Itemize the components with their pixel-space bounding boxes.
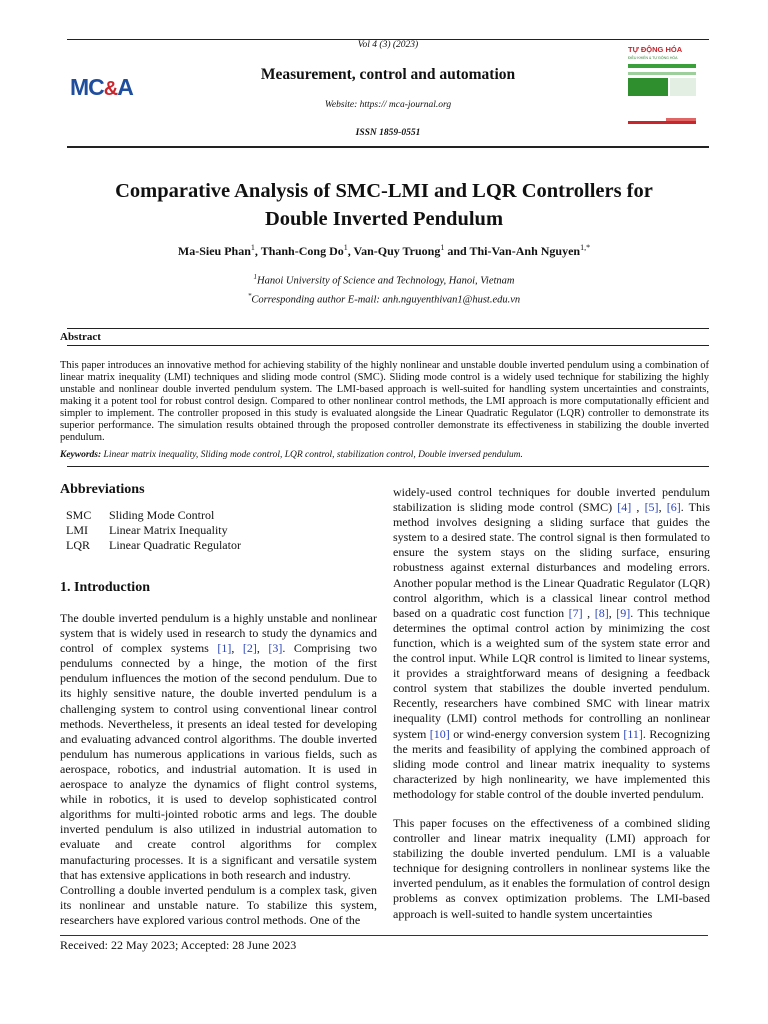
cover-subtitle: ĐIỀU KHIỂN & TỰ ĐỘNG HÓA bbox=[628, 56, 678, 60]
introduction-heading: 1. Introduction bbox=[60, 580, 150, 595]
intro-paragraph-2: Controlling a double inverted pendulum is a complex task, given its nonlinear and unstable nature. To stabilize this system, researchers have explored various control methods. One of the bbox=[60, 882, 377, 927]
citation-link[interactable]: [9] bbox=[616, 605, 631, 620]
abstract-top-rule bbox=[67, 328, 709, 329]
citation-link[interactable]: [1] bbox=[217, 641, 232, 656]
abbreviation-row: LMI Linear Matrix Inequality bbox=[66, 523, 228, 537]
citation-link[interactable]: [5] bbox=[644, 500, 659, 515]
abbreviation-row: SMC Sliding Mode Control bbox=[66, 508, 215, 522]
citation-link[interactable]: [10] bbox=[429, 726, 450, 741]
citation-link[interactable]: [6] bbox=[666, 500, 681, 515]
keywords-rule bbox=[67, 466, 709, 467]
header-bottom-rule bbox=[67, 146, 709, 148]
footer-rule bbox=[60, 935, 708, 936]
abbreviations-heading: Abbreviations bbox=[60, 482, 145, 497]
abstract-heading-rule bbox=[67, 345, 709, 346]
mca-logo: MC&A bbox=[70, 74, 133, 100]
abbreviation-row: LQR Linear Quadratic Regulator bbox=[66, 538, 241, 552]
abstract-heading: Abstract bbox=[60, 331, 101, 343]
magazine-cover-thumbnail bbox=[626, 44, 699, 130]
right-column-text bbox=[393, 485, 710, 922]
author-name: Thanh-Cong Do bbox=[260, 244, 344, 258]
intro-paragraph-3: widely-used control techniques for double inverted pendulum stabilization is sliding mode control (SMC) [4] , [5], [6]. This method involves designing a sliding surface that guides the system to a desired state. The control signal is then formulated to ensure the system stays on the sliding surface, ensuring robustness against external disturbances and modeling errors. Another popular method is the Linear Quadratic Regulator (LQR) control algorithm, which is a classical linear control method based on a quadratic cost function [7] , [8], [9]. This technique determines the optimal control action by minimizing the cost function, which is a weighted sum of the system state error and the control input. While LQR control is limited to linear systems, it provides a straightforward means of designing a feedback control system that stabilizes the double inverted pendulum. Recently, researchers have combined SMC with linear matrix inequality (LMI) control methods for controlling an nonlinear system [10] or wind-energy conversion system [11]. Recognizing the merits and feasibility of applying the combined approach of sliding mode control and linear matrix inequality to systems characterized by high nonlinearity, we have implemented this methodology for stable control of the double inverted pendulum. bbox=[393, 485, 711, 801]
intro-paragraph-1: The double inverted pendulum is a highly unstable and nonlinear system that is widely used in research to study the dynamics and control of complex systems [1], [2], [3]. Comprising two pendulums connected by a hinge, the motion of the first pendulum influences the motion of the second pendulum. Due to its highly sensitive nature, the double inverted pendulum is a challenging system to control using conventional linear control methods. Nevertheless, it presents an ideal tested for developing and evaluating advanced control algorithms. The double inverted pendulum has numerous applications in various fields, such as aerospace, robotics, and industrial automation. It is used in aerospace to analyze the dynamics of flight control systems, while in robotics, it is used to develop sophisticated control algorithms for multi-jointed robotic arms and legs. The double inverted pendulum is also utilized in industrial automation to evaluate and create control algorithms for complex manufacturing processes. It is a significant and versatile system that has extensive applications in both research and industry. bbox=[60, 611, 378, 882]
intro-paragraph-4: This paper focuses on the effectiveness of a combined sliding controller and linear matrix inequality (LMI) approach for stabilizing the double inverted pendulum. LMI is a valuable technique for designing controllers in nonlinear systems like the inverted pendulum, as it enables the formulation of control design problems as convex optimization problems. The LMI-based approach is well-suited to handle system uncertainties bbox=[393, 815, 710, 921]
citation-link[interactable]: [3] bbox=[268, 641, 283, 656]
affiliation: $^1$Hanoi University of Science and Technology, Hanoi, Vietnam bbox=[253, 273, 515, 287]
journal-issn: ISSN 1859-0551 bbox=[355, 128, 421, 138]
author-name: Thi-Van-Anh Nguyen bbox=[469, 244, 581, 258]
author-list: Ma-Sieu Phan$^1$, Thanh-Cong Do$^1$, Van-Quy Truong$^1$ and Thi-Van-Anh Nguyen$^{1,*}$ bbox=[177, 243, 591, 258]
left-column-text bbox=[60, 611, 377, 928]
journal-website: Website: https:// mca-journal.org bbox=[324, 100, 452, 110]
citation-link[interactable]: [4] bbox=[617, 500, 632, 515]
paper-title: Comparative Analysis of SMC-LMI and LQR Controllers for Double Inverted Pendulum bbox=[115, 180, 653, 230]
citation-link[interactable]: [7] bbox=[568, 605, 583, 620]
citation-link[interactable]: [2] bbox=[242, 641, 257, 656]
citation-link[interactable]: [11] bbox=[623, 726, 643, 741]
journal-volume: Vol 4 (3) (2023) bbox=[357, 40, 419, 50]
received-dates: Received: 22 May 2023; Accepted: 28 June 2023 bbox=[60, 938, 297, 952]
citation-link[interactable]: [8] bbox=[594, 605, 609, 620]
keywords: Keywords: Linear matrix inequality, Sliding mode control, LQR control, stabilization control, Double inversed pendulum. bbox=[60, 450, 523, 460]
author-name: Van-Quy Truong bbox=[353, 244, 441, 258]
journal-name: Measurement, control and automation bbox=[260, 66, 516, 83]
author-name: Ma-Sieu Phan bbox=[177, 244, 251, 258]
cover-brand: TỰ ĐỘNG HÓA bbox=[628, 45, 683, 54]
affiliations bbox=[60, 270, 708, 307]
corresponding-author: *Corresponding author E-mail: anh.nguyenthivan1@hust.edu.vn bbox=[247, 291, 521, 305]
abstract-text: This paper introduces an innovative method for achieving stability of the highly nonlinear and unstable double inverted pendulum using a combination of linear matrix inequality (LMI) techniques and sliding mode control (SMC). Sliding mode control is a widely used technique for stabilizing the highly unstable and nonlinear double inverted pendulum system. The LMI-based approach is well-suited for handling system uncertainties and constraints, making it a potent tool for robust control design. Compared to other nonlinear control methods, the LMI approach is more computationally efficient and simpler to implement. The controller proposed in this study is evaluated alongside the Linear Quadratic Regulator (LQR) controller to demonstrate its superior performance. The simulation results obtained through the proposed controller demonstrate its effectiveness in stabilizing the double inverted pendulum. bbox=[60, 360, 709, 443]
